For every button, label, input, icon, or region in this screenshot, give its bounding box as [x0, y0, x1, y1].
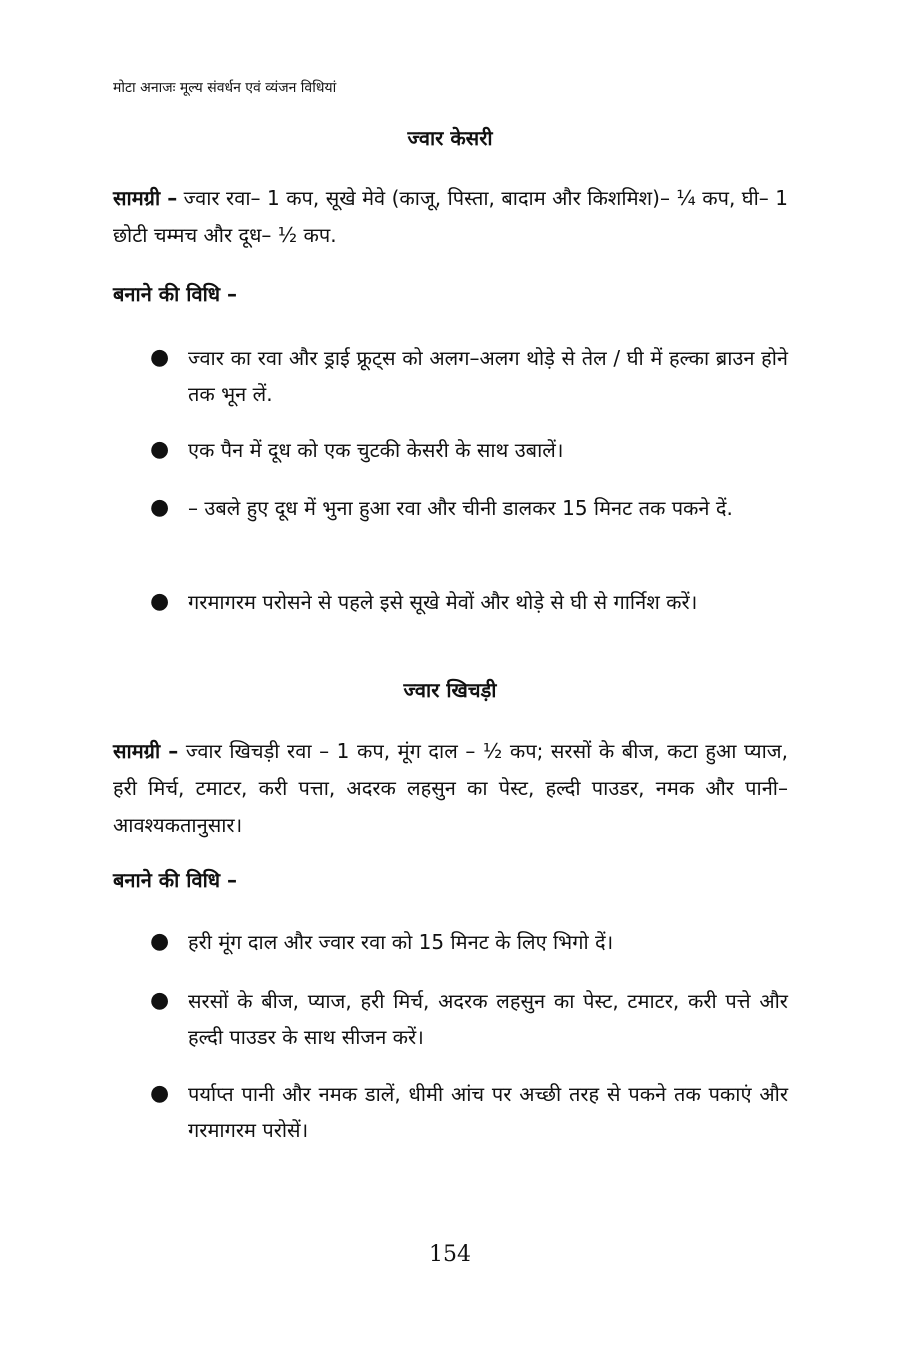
bullet-icon: ●	[150, 345, 170, 370]
list-item	[150, 983, 788, 1055]
ingredients-paragraph	[113, 180, 788, 254]
step-text: पर्याप्त पानी और नमक डालें, धीमी आंच पर अच्छी तरह से पकने तक पकाएं और गरमागरम परोसें।	[188, 1082, 788, 1142]
bullet-icon: ●	[150, 929, 170, 954]
method-heading: बनाने की विधि –	[113, 868, 238, 892]
list-item	[150, 490, 788, 526]
recipe-title: ज्वार केसरी	[407, 126, 493, 150]
recipe-title: ज्वार खिचड़ी	[403, 678, 497, 702]
running-header: मोटा अनाजः मूल्य संवर्धन एवं व्यंजन विधियां	[113, 80, 337, 96]
bullet-icon: ●	[150, 988, 170, 1013]
page-number: 154	[429, 1242, 471, 1267]
bullet-icon: ●	[150, 589, 170, 614]
step-text: – उबले हुए दूध में भुना हुआ रवा और चीनी डालकर 15 मिनट तक पकने दें.	[188, 496, 733, 520]
step-text: सरसों के बीज, प्याज, हरी मिर्च, अदरक लहसुन का पेस्ट, टमाटर, करी पत्ते और हल्दी पाउडर के साथ सीजन करें।	[188, 989, 788, 1049]
bullet-icon: ●	[150, 437, 170, 462]
bullet-icon: ●	[150, 1081, 170, 1106]
list-item	[150, 1076, 788, 1148]
method-heading: बनाने की विधि –	[113, 282, 238, 306]
ingredients-text: ज्वार खिचड़ी रवा – 1 कप, मूंग दाल – ½ कप; सरसों के बीज, कटा हुआ प्याज, हरी मिर्च, टमाटर, करी पत्ता, अदरक लहसुन का पेस्ट, हल्दी पाउडर, नमक और पानी– आवश्यकतानुसार।	[113, 739, 788, 837]
step-text: गरमागरम परोसने से पहले इसे सूखे मेवों और थोड़े से घी से गार्निश करें।	[188, 590, 698, 614]
list-item	[150, 432, 788, 468]
step-text: ज्वार का रवा और ड्राई फ्रूट्स को अलग–अलग थोड़े से तेल / घी में हल्का ब्राउन होने तक भून लें.	[188, 346, 788, 406]
list-item	[150, 584, 788, 620]
ingredients-label: सामग्री –	[113, 186, 178, 210]
step-text: एक पैन में दूध को एक चुटकी केसरी के साथ उबालें।	[188, 438, 564, 462]
bullet-icon: ●	[150, 495, 170, 520]
ingredients-text: ज्वार रवा– 1 कप, सूखे मेवे (काजू, पिस्ता, बादाम और किशमिश)– ¼ कप, घी– 1 छोटी चम्मच और दूध– ½ कप.	[113, 186, 788, 247]
list-item	[150, 340, 788, 412]
ingredients-paragraph	[113, 733, 788, 844]
list-item	[150, 924, 788, 960]
ingredients-label: सामग्री –	[113, 739, 179, 763]
step-text: हरी मूंग दाल और ज्वार रवा को 15 मिनट के लिए भिगो दें।	[188, 930, 614, 954]
